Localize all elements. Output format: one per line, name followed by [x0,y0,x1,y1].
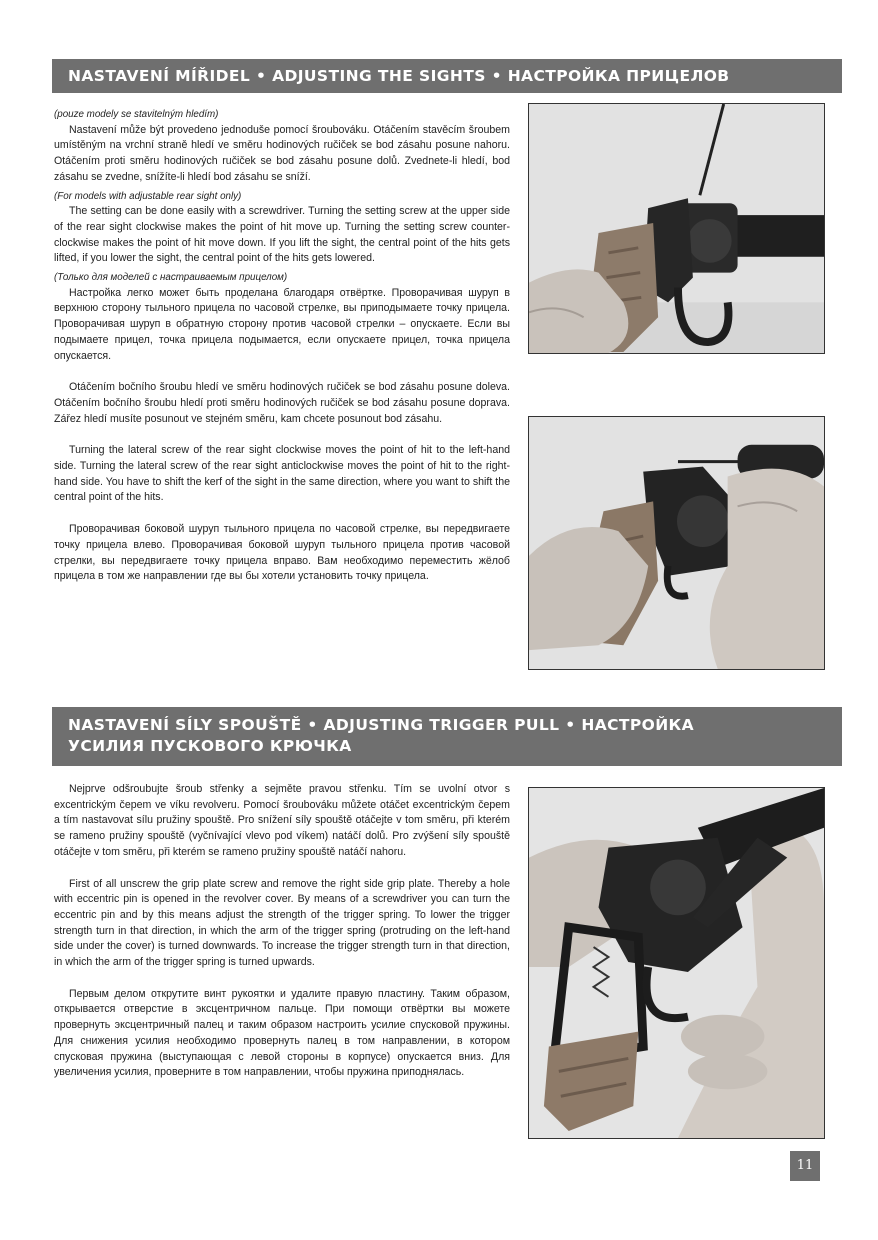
en-paragraph: The setting can be done easily with a screwdriver. Turning the setting screw at the upper side of the rear sight clockwise makes the point of hit move up. Turning the setting screw counter-clockwise makes the point of hit move down. If you lift the sight, the central point of the hits gets lifted, if you lower the sight, the central point of the hits gets lowered. [54,205,510,265]
cz-trigger-paragraph: Nejprve odšroubujte šroub střenky a sejměte pravou střenku. Tím se uvolní otvor s excentrickým čepem ve víku revolveru. Pomocí šroubováku můžete otáčet excentrickým čepem a tím nastavovat sílu pružiny spouště. Pro snížení síly spouště otáčejte v tom směru, při kterém se rameno pružiny spouště (vyčnívající vlevo pod víkem) natáčí dolů. Pro zvýšení síly spouště otáčejte v tom směru, při kterém se rameno pružiny spouště natáčí nahoru. [54,783,510,858]
section-title-sights: NASTAVENÍ MÍŘIDEL • ADJUSTING THE SIGHTS • НАСТРОЙКА ПРИЦЕЛОВ [52,59,842,93]
section-title-line2: УСИЛИЯ ПУСКОВОГО КРЮЧКА [68,737,352,755]
ru-note: (Только для моделей с настраиваемым прицелом) [54,272,288,284]
section-title-line1: NASTAVENÍ SÍLY SPOUŠTĚ • ADJUSTING TRIGGER PULL • НАСТРОЙКА [68,716,695,734]
en-lateral-paragraph: Turning the lateral screw of the rear sight clockwise moves the point of hit to the left-hand side. Turning the lateral screw of the rear sight anticlockwise moves the point of hit to the right-hand side. You have to shift the kerf of the sight in the same direction, where you want to shift the central point of the hits. [54,444,510,504]
cz-paragraph: Nastavení může být provedeno jednoduše pomocí šroubováku. Otáčením stavěcím šroubem umístěným na vrchní straně hledí ve směru hodinových ručiček se bod zásahu posune nahoru. Otáčením proti směru hodinových ručiček se bod zásahu posune dolů. Zvednete-li hledí, bod zásahu se zvedne, snížíte-li hledí bod zásahu se sníží. [54,123,510,183]
cz-lateral-paragraph: Otáčením bočního šroubu hledí ve směru hodinových ručiček se bod zásahu posune doleva. Otáčením bočního šroubu hledí proti směru hodinových ručiček se bod zásahu posune doprava. Zářez hledí musíte posunout ve stejném směru, kam chcete posunout bod zásahu. [54,381,510,425]
en-trigger-paragraph: First of all unscrew the grip plate screw and remove the right side grip plate. Thereby a hole with eccentric pin is opened in the revolver cover. By means of a screwdriver you can turn the eccentric pin and by this means adjust the strength of the trigger spring. To lower the trigger strength turn in that direction, in which the arm of the trigger spring (protruding on the left-hand side under the cover) is turned downwards. To increase the trigger strength turn in that direction, in which the arm of the trigger spring is turned upwards. [54,877,510,969]
page-number: 11 [790,1151,820,1181]
ru-paragraph: Настройка легко может быть проделана благодаря отвёртке. Проворачивая шуруп в верхнюю сторону тыльного прицела по часовой стрелке, вы приподымаете точку прицела. Проворачивая шуруп в обратную сторону против часовой стрелки – опускаете. Если вы подымаете прицел, точка прицела подымается, если опускаете прицел, точка прицела опускается. [54,286,510,362]
trigger-adjust-photo [528,787,825,1139]
trigger-text-column [54,782,510,1081]
section-title-trigger [52,707,842,766]
ru-lateral-paragraph: Проворачивая боковой шуруп тыльного прицела по часовой стрелке, вы передвигаете точку прицела влево. Проворачивая боковой шуруп тыльного прицела против часовой стрелки, вы передвигаете точку прицела вправо. Вам необходимо переместить жёлоб прицела в том же направлении где вы бы хотели установить точку прицела. [54,523,510,583]
en-note: (For models with adjustable rear sight only) [54,190,242,202]
rear-sight-adjust-photo [528,103,825,354]
ru-trigger-paragraph: Первым делом открутите винт рукоятки и удалите правую пластину. Таким образом, открывается отверстие в эксцентричном пальце. При помощи отвёртки вы можете провернуть эксцентричный палец и таким образом настроить усилие спусковой пружины. Для снижения усилия необходимо провернуть палец в том направлении, в котором спусковая пружина (выступающая с левой стороны в корпусе) опускается вниз. Для увеличения усилия, проверните в том направлении, чтобы пружина приподнялась. [54,987,510,1079]
cz-note: (pouze modely se stavitelným hledím) [54,109,219,120]
sights-text-column [54,106,510,585]
lateral-screw-photo [528,416,825,670]
